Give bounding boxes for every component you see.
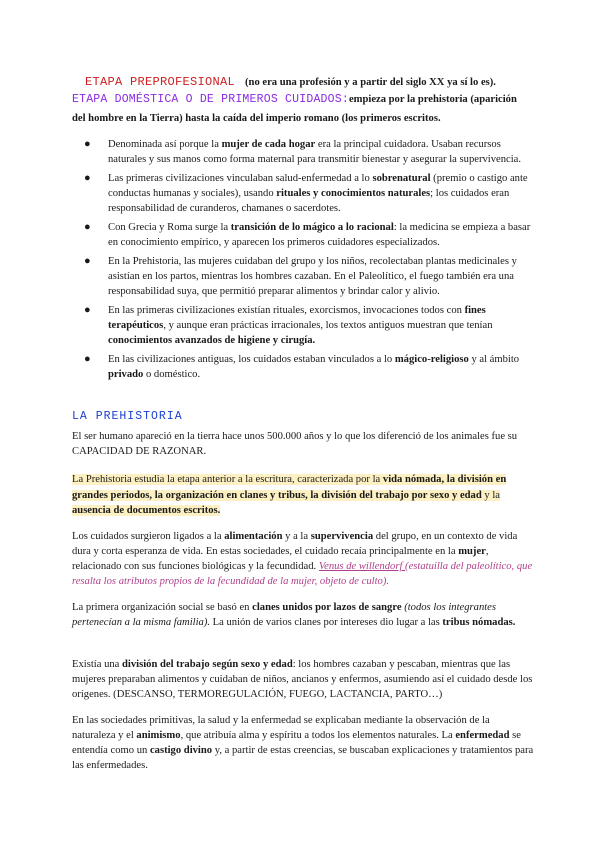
text-run: En las primeras civilizaciones existían rituales, exorcismos, invocaciones todos con xyxy=(108,305,465,316)
text-run-italic: (todos los integrantes pertenecían a la misma familia). xyxy=(72,602,497,628)
text-run-bold: transición de lo mágico a lo racional xyxy=(230,222,394,233)
text-run: Existía una xyxy=(72,659,123,670)
bullet-icon: ● xyxy=(84,138,91,150)
text-run: En las sociedades primitivas, la salud y la enfermedad se explicaban mediante la observación de la naturaleza y el xyxy=(72,715,490,741)
list-item xyxy=(72,352,532,382)
bullet-icon: ● xyxy=(84,304,91,316)
bullet-icon: ● xyxy=(84,255,91,267)
text-run-bold: ausencia de documentos escritos. xyxy=(72,505,221,516)
text-run: o doméstico. xyxy=(143,369,201,380)
bullet-icon: ● xyxy=(84,221,91,233)
paragraph-salud-enfermedad xyxy=(72,713,534,773)
text-run: La Prehistoria estudia la etapa anterior a la escritura, caracterizada por la xyxy=(72,474,383,485)
text-run: Las primeras civilizaciones vinculaban salud-enfermedad a lo xyxy=(108,173,373,184)
venus-link[interactable]: Venus de willendorf xyxy=(318,561,406,572)
bullet-icon: ● xyxy=(84,172,91,184)
list-item xyxy=(72,303,532,348)
text-run-bold: animismo xyxy=(136,730,181,741)
text-run-bold: rituales y conocimientos naturales xyxy=(276,188,431,199)
text-run-bold: tribus nómadas. xyxy=(442,617,516,628)
text-run-bold: privado xyxy=(108,369,144,380)
text-run: era la principal cuidadora. Usaban recursos naturales y sus manos como forma maternal para transmitir bienestar y asegurar la supervivencia. xyxy=(108,139,522,165)
text-run: y a la xyxy=(282,531,311,542)
heading2-title: ETAPA DOMÉSTICA O DE PRIMEROS CUIDADOS: xyxy=(72,93,349,106)
text-run-bold: fines terapéuticos xyxy=(108,305,486,331)
text-run-bold: vida nómada, la división en grandes periodos, la organización en clanes y tribus, la división del trabajo por sexo y edad xyxy=(72,474,507,501)
text-run: y, a partir de estas creencias, se buscaban explicaciones y tratamientos para las enfermedades. xyxy=(72,745,534,771)
text-run-bold: mujer xyxy=(458,546,486,557)
text-run: La unión de varios clanes por intereses dio lugar a las xyxy=(210,617,443,628)
text-run: Denominada así porque la xyxy=(108,139,222,150)
text-run: del grupo, en un contexto de vida dura y corta esperanza de vida. En estas sociedades, el cuidado recaía principalmente en la xyxy=(72,531,518,557)
heading-etapa-domestica xyxy=(72,89,532,127)
text-run: La primera organización social se basó en xyxy=(72,602,253,613)
text-run-bold: supervivencia xyxy=(310,531,374,542)
text-run: : los hombres cazaban y pescaban, mientras que las mujeres preparaban alimentos y cuidaban de niños, ancianos y enfermos, asumiendo así el cuidado desde los orígenes. (DESCANSO, TERMOREGULACIÓN, FUEGO, LACTANCIA, PARTO…) xyxy=(72,659,533,700)
heading2-rest: empieza por la prehistoria (aparición del hombre en la Tierra) hasta la caída del imperio romano (los primeros escritos. xyxy=(72,94,517,124)
text-run-bold: conocimientos avanzados de higiene y cirugía. xyxy=(108,335,316,346)
text-run-bold: mágico-religioso xyxy=(394,354,469,365)
venus-description: (estatuilla del paleolítico, que resalta los atributos propios de la fecundidad de la mujer, objeto de culto). xyxy=(72,561,533,587)
text-run-bold: enfermedad xyxy=(455,730,510,741)
paragraph-definicion-prehistoria xyxy=(72,472,534,519)
heading-etapa-preprofesional xyxy=(85,72,545,90)
text-run: En la Prehistoria, las mujeres cuidaban del grupo y los niños, recolectaban plantas medicinales y asistían en los partos, mientras los hombres cazaban. En el Paleolítico, el fuego también era una responsabilidad suya, que permitió preparar alimentos y brindar calor y alivio. xyxy=(108,256,517,297)
text-run-bold: mujer de cada hogar xyxy=(221,139,316,150)
paragraph-division-trabajo xyxy=(72,657,534,702)
list-item xyxy=(72,220,532,250)
list-item xyxy=(72,254,532,299)
text-run-bold: alimentación xyxy=(224,531,283,542)
section-title-prehistoria: LA PREHISTORIA xyxy=(72,410,183,423)
text-run: : la medicina se empieza a basar en conocimiento empírico, y aparecen los primeros cuidadores especializados. xyxy=(108,222,531,248)
paragraph-organizacion-social xyxy=(72,600,534,630)
bullet-icon: ● xyxy=(84,353,91,365)
text-run-bold: castigo divino xyxy=(149,745,213,756)
heading1-title: ETAPA PREPROFESIONAL xyxy=(85,75,236,89)
text-run: , relacionado con sus funciones biológicas y la fecundidad. xyxy=(72,546,489,572)
text-run: , que atribuía alma y espíritu a todos los elementos naturales. La xyxy=(180,730,456,741)
list-item xyxy=(72,171,532,216)
text-run: se entendía como un xyxy=(72,730,521,756)
list-item xyxy=(72,137,532,167)
text-run: Con Grecia y Roma surge la xyxy=(108,222,231,233)
heading1-subtitle: (no era una profesión y a partir del siglo XX ya sí lo es). xyxy=(245,77,496,88)
text-run: y la xyxy=(481,489,500,501)
text-run-bold: sobrenatural xyxy=(372,173,431,184)
text-run: Los cuidados surgieron ligados a la xyxy=(72,531,225,542)
paragraph-origen: El ser humano apareció en la tierra hace unos 500.000 años y lo que los diferenció de los animales fue su CAPACIDAD DE RAZONAR. xyxy=(72,431,518,457)
text-run-bold: clanes unidos por lazos de sangre xyxy=(252,602,402,613)
text-run-bold: división del trabajo según sexo y edad xyxy=(122,659,293,670)
text-run: ; los cuidados eran responsabilidad de curanderos, chamanes o sacerdotes. xyxy=(108,188,510,214)
text-run: y al ámbito xyxy=(468,354,520,365)
text-run: (premio o castigo ante conductas humanas y sociales), usando xyxy=(108,173,528,199)
bullet-list xyxy=(72,137,532,386)
text-run: , y aunque eran prácticas irracionales, los textos antiguos muestran que tenían xyxy=(163,320,493,331)
paragraph-cuidados xyxy=(72,529,534,589)
text-run: En las civilizaciones antiguas, los cuidados estaban vinculados a lo xyxy=(108,354,395,365)
